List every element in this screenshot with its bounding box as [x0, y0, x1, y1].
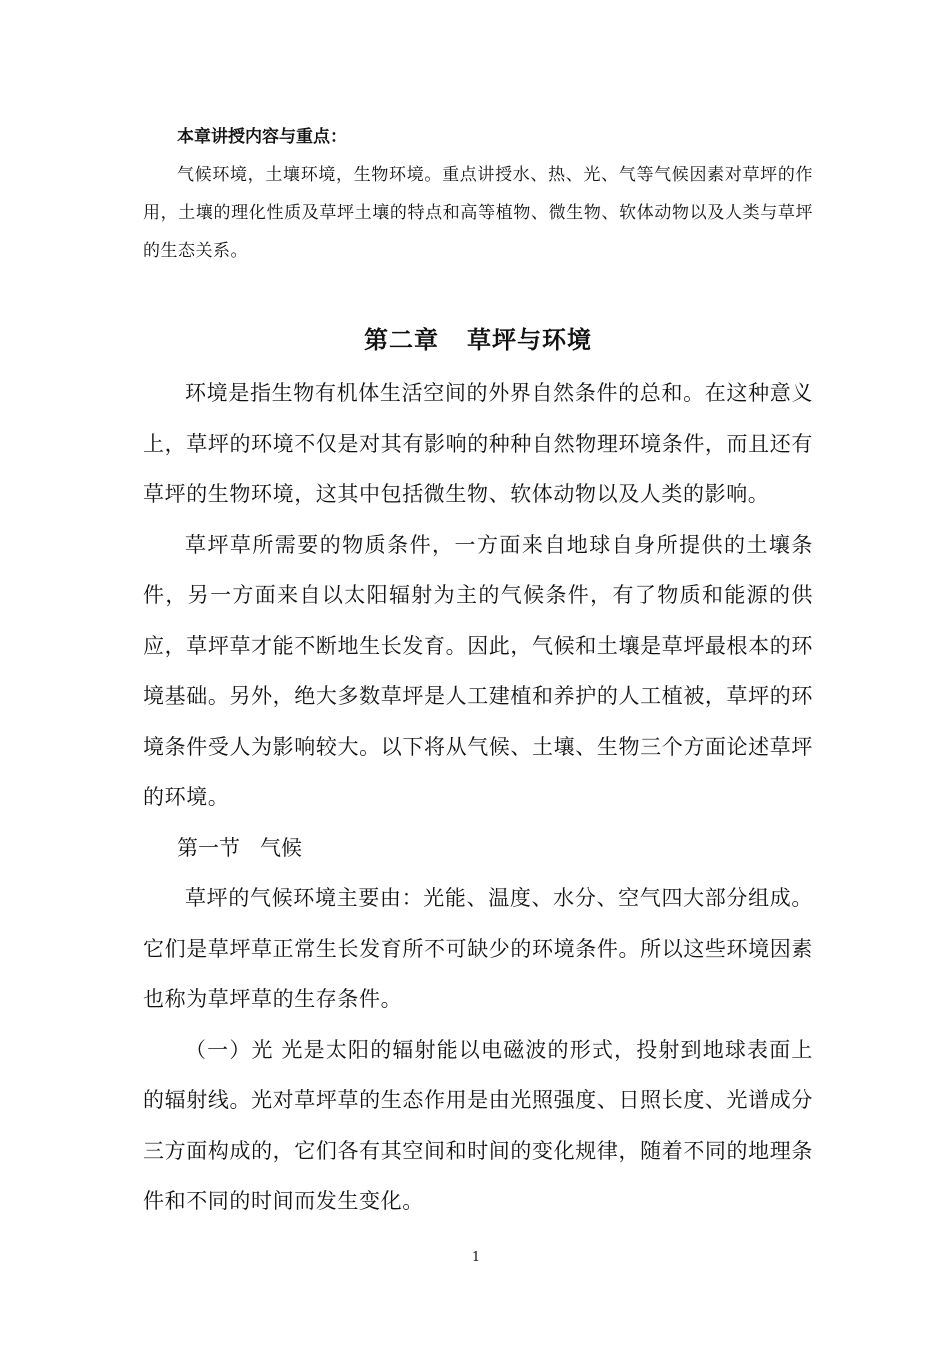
chapter-title: 第二章 草坪与环境: [363, 326, 593, 354]
section-paragraph: （一）光 光是太阳的辐射能以电磁波的形式，投射到地球表面上的辐射线。光对草坪草的生态作用是由光照强度、日照长度、光谱成分三方面构成的，它们各有其空间和时间的变化规律，随着不同的地理条件和不同的时间而发生变化。: [143, 1037, 813, 1213]
summary-heading: 本章讲授内容与重点：: [177, 127, 347, 147]
chapter-summary: [143, 118, 813, 270]
section-heading: 第一节 气候: [177, 835, 303, 860]
summary-body: 气候环境，土壤环境，生物环境。重点讲授水、热、光、气等气候因素对草坪的作用，土壤的理化性质及草坪土壤的特点和高等植物、微生物、软体动物以及人类与草坪的生态关系。: [143, 165, 813, 261]
intro-paragraph: 环境是指生物有机体生活空间的外界自然条件的总和。在这种意义上，草坪的环境不仅是对其有影响的种种自然物理环境条件，而且还有草坪的生物环境，这其中包括微生物、软体动物以及人类的影响。: [143, 381, 813, 506]
page-number: 1: [471, 1250, 481, 1265]
intro-paragraph: 草坪草所需要的物质条件，一方面来自地球自身所提供的土壤条件，另一方面来自以太阳辐射为主的气候条件，有了物质和能源的供应，草坪草才能不断地生长发育。因此，气候和土壤是草坪最根本的环境基础。另外，绝大多数草坪是人工建植和养护的人工植被，草坪的环境条件受人为影响较大。以下将从气候、土壤、生物三个方面论述草坪的环境。: [143, 532, 813, 809]
section-paragraph: 草坪的气候环境主要由：光能、温度、水分、空气四大部分组成。它们是草坪草正常生长发育所不可缺少的环境条件。所以这些环境因素也称为草坪草的生存条件。: [143, 886, 813, 1011]
chapter-body: [143, 368, 813, 1227]
